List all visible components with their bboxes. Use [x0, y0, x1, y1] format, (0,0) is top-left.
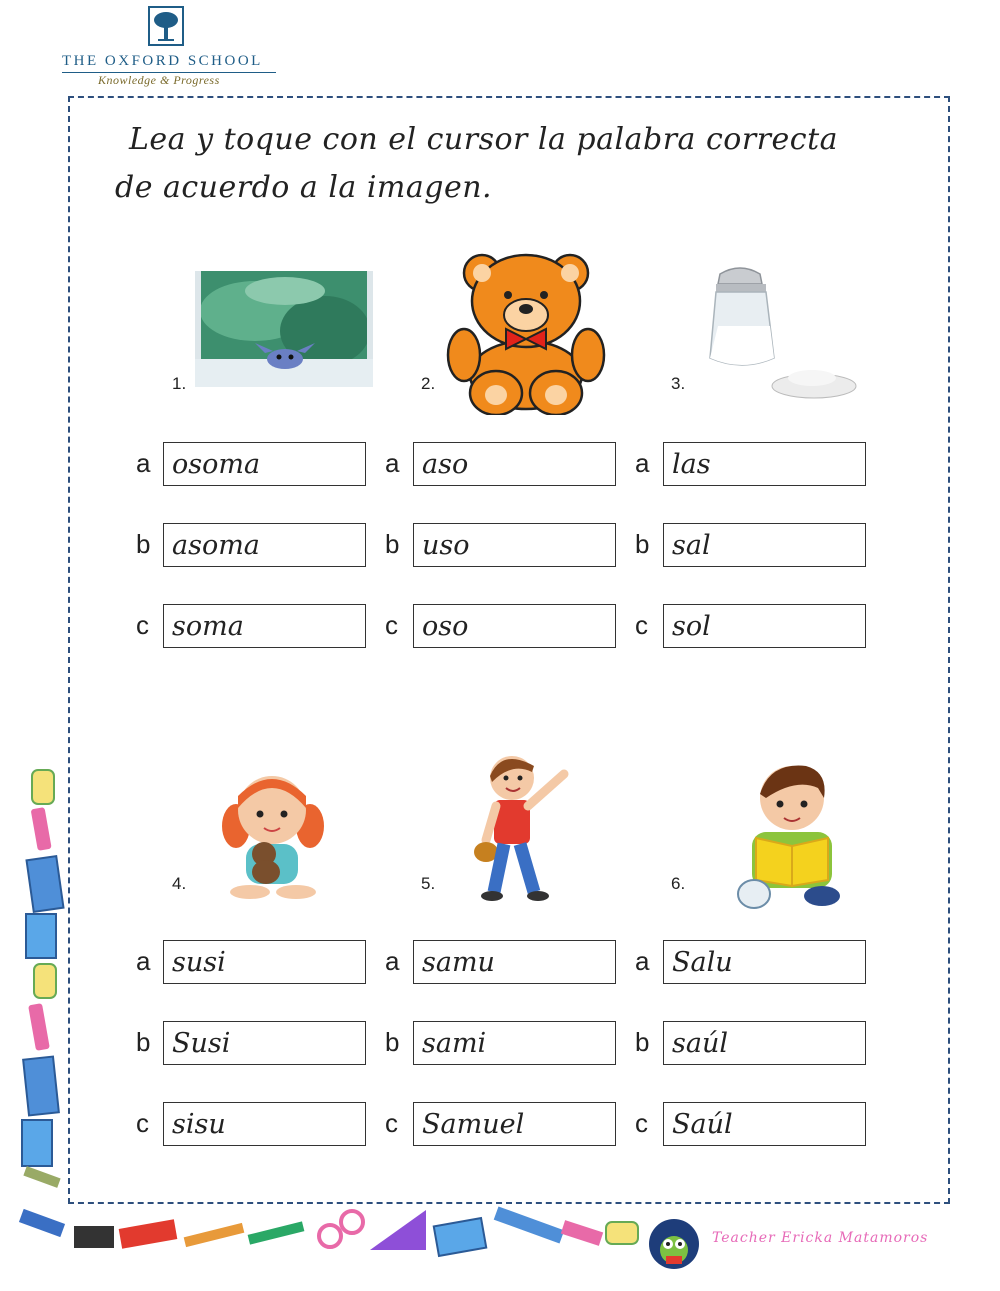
option-4a-letter: a	[136, 946, 151, 976]
girl-with-teddy-image	[216, 768, 328, 900]
option-5b-letter: b	[385, 1027, 400, 1057]
question-4-number: 4.	[172, 874, 187, 893]
salt-shaker-image	[702, 262, 862, 404]
option-1c-button[interactable]: soma	[163, 604, 366, 648]
stitch-window-image	[195, 271, 373, 387]
option-1b-letter: b	[136, 529, 151, 559]
option-2a-button[interactable]: aso	[413, 442, 616, 486]
option-5a-button[interactable]: samu	[413, 940, 616, 984]
question-3-number: 3.	[671, 374, 686, 393]
option-1b-button[interactable]: asoma	[163, 523, 366, 567]
option-6a-letter: a	[635, 946, 650, 976]
option-4c-letter: c	[136, 1108, 149, 1138]
option-6a-button[interactable]: Salu	[663, 940, 866, 984]
option-6c-letter: c	[635, 1108, 648, 1138]
option-5c-letter: c	[385, 1108, 398, 1138]
option-5c-button[interactable]: Samuel	[413, 1102, 616, 1146]
option-2c-letter: c	[385, 610, 398, 640]
option-2b-letter: b	[385, 529, 400, 559]
option-2a-letter: a	[385, 448, 400, 478]
option-3c-button[interactable]: sol	[663, 604, 866, 648]
option-3a-button[interactable]: las	[663, 442, 866, 486]
option-2c-button[interactable]: oso	[413, 604, 616, 648]
option-1a-letter: a	[136, 448, 151, 478]
option-4b-button[interactable]: Susi	[163, 1021, 366, 1065]
option-1a-button[interactable]: osoma	[163, 442, 366, 486]
school-supplies-border-left-icon	[12, 768, 70, 1208]
option-4a-button[interactable]: susi	[163, 940, 366, 984]
question-6-number: 6.	[671, 874, 686, 893]
boy-waving-image	[472, 748, 576, 902]
instruction-line-1: Lea y toque con el cursor la palabra correcta	[129, 122, 839, 157]
option-3b-letter: b	[635, 529, 650, 559]
option-3a-letter: a	[635, 448, 650, 478]
school-supplies-border-bottom-icon	[16, 1204, 642, 1268]
owl-avatar-icon	[648, 1218, 700, 1270]
option-2b-button[interactable]: uso	[413, 523, 616, 567]
option-4c-button[interactable]: sisu	[163, 1102, 366, 1146]
school-name: THE OXFORD SCHOOL	[62, 53, 263, 69]
option-5a-letter: a	[385, 946, 400, 976]
question-2-number: 2.	[421, 374, 436, 393]
boy-reading-image	[736, 758, 848, 912]
school-logo-icon	[148, 6, 184, 46]
question-1-number: 1.	[172, 374, 187, 393]
instruction-line-2: de acuerdo a la imagen.	[115, 170, 493, 205]
option-6b-letter: b	[635, 1027, 650, 1057]
option-6c-button[interactable]: Saúl	[663, 1102, 866, 1146]
option-4b-letter: b	[136, 1027, 151, 1057]
option-3b-button[interactable]: sal	[663, 523, 866, 567]
option-5b-button[interactable]: sami	[413, 1021, 616, 1065]
option-3c-letter: c	[635, 610, 648, 640]
instruction-text	[115, 116, 905, 212]
option-1c-letter: c	[136, 610, 149, 640]
teddy-bear-image	[444, 245, 608, 415]
school-tagline: Knowledge & Progress	[98, 73, 220, 87]
question-5-number: 5.	[421, 874, 436, 893]
teacher-credit: Teacher Ericka Matamoros	[712, 1230, 929, 1246]
option-6b-button[interactable]: saúl	[663, 1021, 866, 1065]
